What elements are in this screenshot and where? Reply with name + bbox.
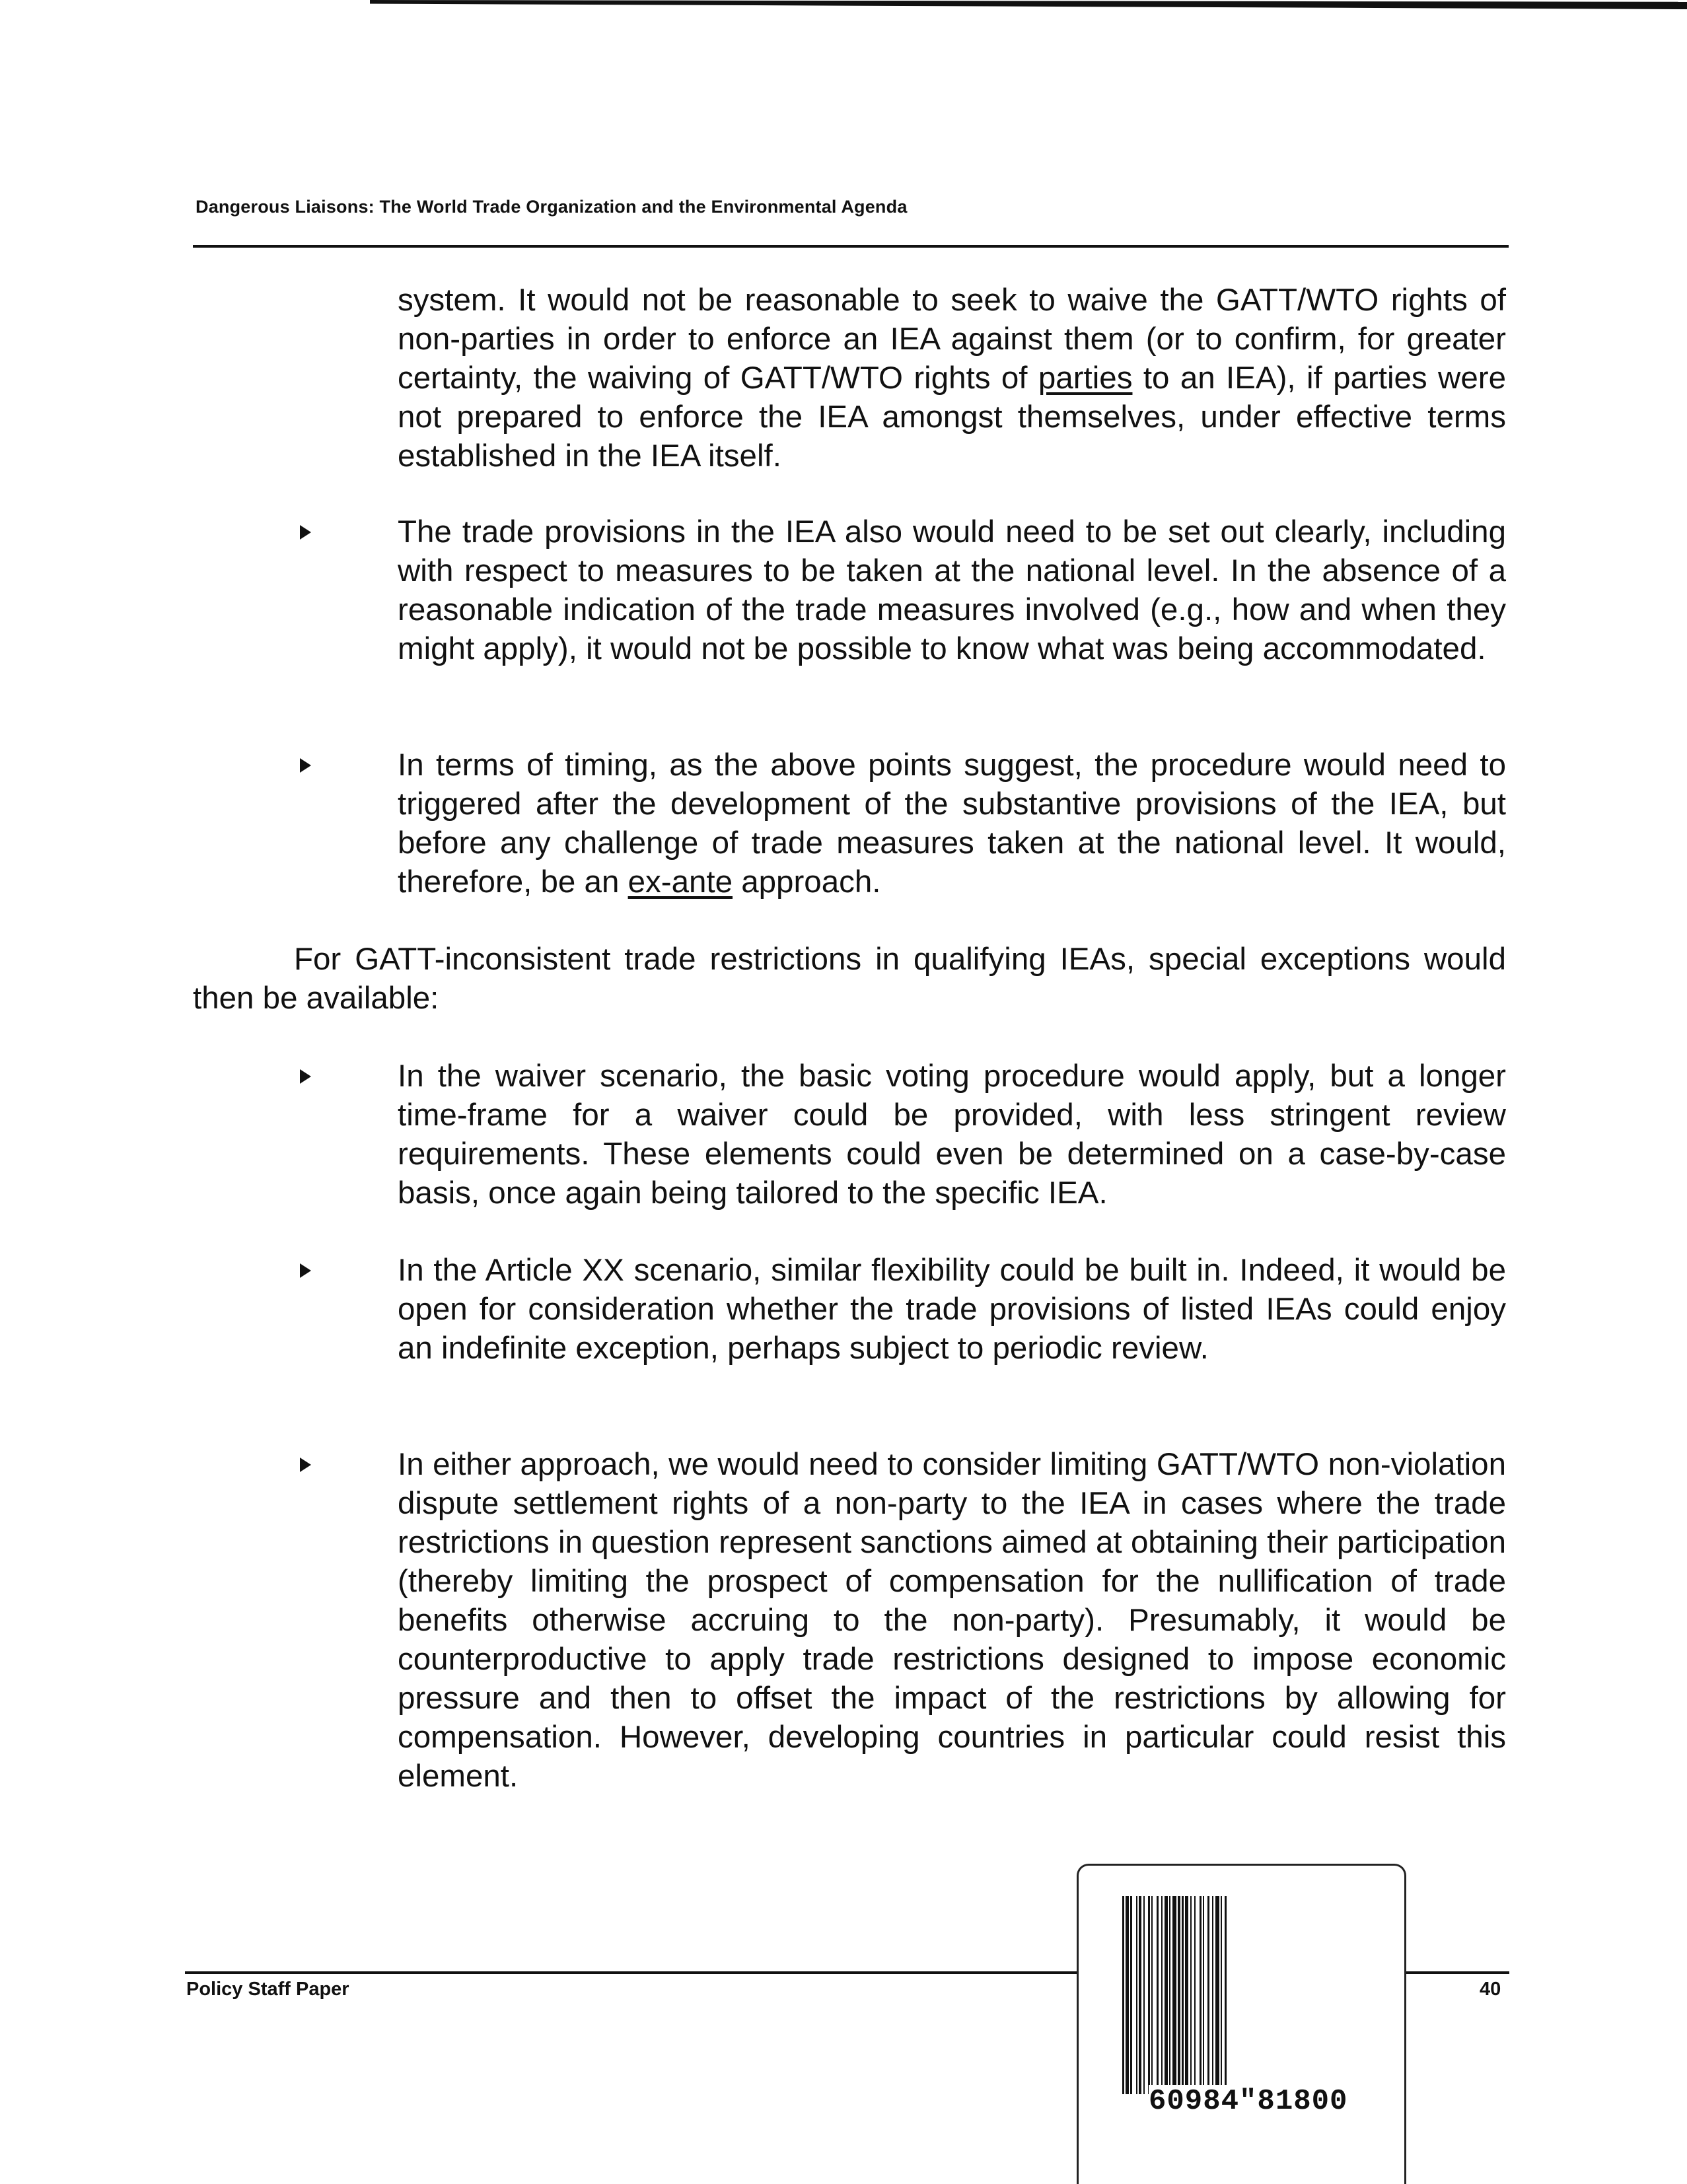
barcode-sticker — [1077, 1864, 1406, 2184]
barcode-bar — [1157, 1896, 1159, 2094]
barcode-bar — [1172, 1896, 1176, 2094]
paragraph-text: In terms of timing, as the above points suggest, the procedure would need to triggered after the development of the substantive provisions of the IEA, but before any challenge of trade measures taken at the national level. It would, therefore, be an — [398, 748, 1506, 899]
barcode-bar — [1143, 1896, 1145, 2094]
page-number: 40 — [1480, 1979, 1501, 2000]
barcode-bar — [1122, 1896, 1124, 2094]
underlined-term: ex-ante — [628, 864, 733, 899]
running-header: Dangerous Liaisons: The World Trade Organization and the Environmental Agenda — [196, 197, 908, 217]
paragraph-text: to an IEA), if parties were not prepared to enforce the IEA amongst themselves, under effective terms established in the IEA itself. — [398, 361, 1506, 474]
barcode-bar — [1200, 1896, 1202, 2094]
barcode-bar — [1215, 1896, 1219, 2094]
barcode-bar — [1148, 1896, 1150, 2094]
header-divider — [193, 245, 1509, 248]
continuation-paragraph — [398, 281, 1506, 476]
bullet-item-either-approach: In either approach, we would need to consider limiting GATT/WTO non-violation dispute settlement rights of a non-party to the IEA in cases where the trade restrictions in question represent sanctions aimed at obtaining their participation (thereby limiting the prospect of compensation for the nullification of trade benefits otherwise accruing to the non-party). Presumably, it would be counterproductive to apply trade restrictions designed to impose economic pressure and then to offset the impact of the restrictions by allowing for compensation. However, developing countries in particular could resist this element. — [398, 1447, 1506, 1794]
barcode-bar — [1194, 1896, 1196, 2094]
footer-divider — [1402, 1971, 1509, 1974]
barcode-bar — [1130, 1896, 1132, 2094]
barcode-bar — [1221, 1896, 1222, 2094]
bullet-arrow-icon — [300, 1458, 311, 1472]
barcode-bar — [1207, 1896, 1209, 2094]
barcode-number: 60984"81800 — [1149, 2085, 1348, 2118]
barcode-bar — [1225, 1896, 1227, 2094]
bullet-arrow-icon — [300, 758, 311, 773]
bullet-arrow-icon — [300, 1069, 311, 1084]
bullet-arrow-icon — [300, 525, 311, 540]
footer-label: Policy Staff Paper — [186, 1979, 349, 2000]
bullet-item-trade-provisions: The trade provisions in the IEA also would need to be set out clearly, including with respect to measures to be taken at the national level. In the absence of a reasonable indication of the trade measures involved (e.g., how and when they might apply), it would not be possible to know what was being accommodated. — [398, 514, 1506, 666]
bullet-item-timing — [398, 746, 1506, 901]
barcode-bar — [1151, 1896, 1153, 2094]
barcode-bar — [1165, 1896, 1168, 2094]
bullet-item-article-xx: In the Article XX scenario, similar flexibility could be built in. Indeed, it would be open for consideration whether the trade provisions of listed IEAs could enjoy an indefinite exception, perhaps subject to periodic review. — [398, 1253, 1506, 1366]
paragraph-text: system. It would not be reasonable to seek to waive the GATT/WTO rights of non-parties in order to enforce an IEA against them (or to confirm, for greater certainty, the waiving of GATT/WTO rights of — [398, 283, 1506, 396]
barcode-bar — [1203, 1896, 1204, 2094]
barcode-bar — [1190, 1896, 1192, 2094]
barcode-bar — [1136, 1896, 1137, 2094]
bullet-arrow-icon — [300, 1263, 311, 1278]
barcode-icon — [1122, 1896, 1360, 2094]
bullet-item-waiver-scenario: In the waiver scenario, the basic voting procedure would apply, but a longer time-frame for a waiver could be provided, with less stringent review requirements. These elements could even be determined on a case-by-case basis, once again being tailored to the specific IEA. — [398, 1059, 1506, 1211]
barcode-bar — [1182, 1896, 1184, 2094]
barcode-bar — [1178, 1896, 1180, 2094]
barcode-bar — [1139, 1896, 1141, 2094]
barcode-bar — [1185, 1896, 1188, 2094]
body-paragraph: For GATT-inconsistent trade restrictions in qualifying IEAs, special exceptions would then be available: — [193, 942, 1506, 1016]
barcode-bar — [1169, 1896, 1170, 2094]
top-edge-rule — [370, 0, 1687, 9]
barcode-bar — [1126, 1896, 1129, 2094]
footer-divider — [185, 1971, 1080, 1974]
barcode-bar — [1161, 1896, 1163, 2094]
barcode-bar — [1212, 1896, 1213, 2094]
underlined-term: parties — [1038, 361, 1133, 396]
paragraph-text: approach. — [733, 864, 881, 899]
